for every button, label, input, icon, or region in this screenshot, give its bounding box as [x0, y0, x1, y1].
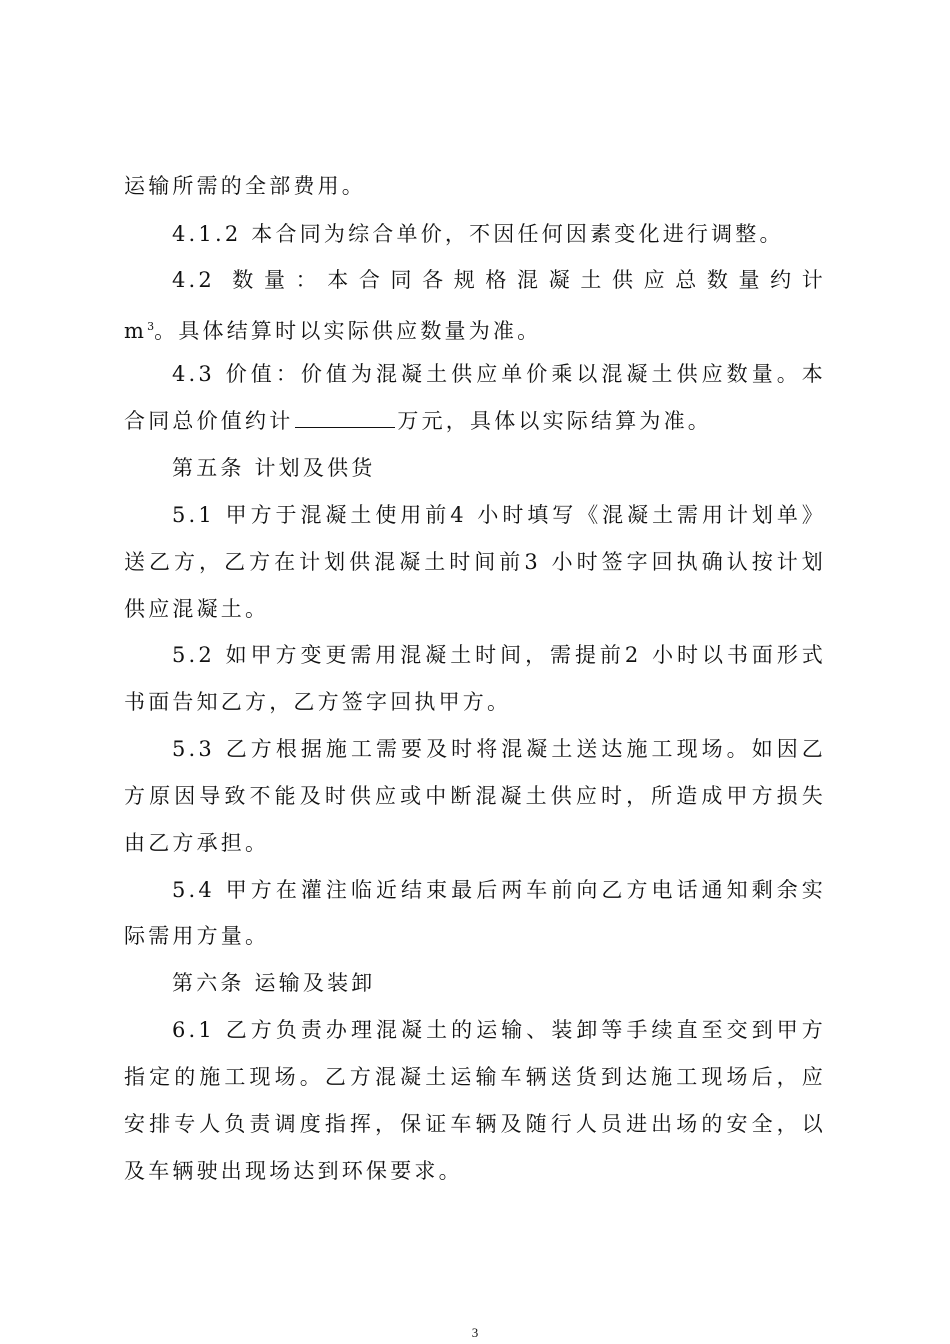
article-6-heading: 第六条 运输及装卸 — [172, 971, 376, 995]
article-5-heading: 第五条 计划及供货 — [172, 456, 376, 480]
text-line: 供应混凝土。 — [124, 597, 270, 621]
text-line: 送乙方，乙方在计划供混凝土时间前3 小时签字回执确认按计划 — [124, 550, 826, 574]
clause-4-1-2: 4.1.2 本合同为综合单价，不因任何因素变化进行调整。 — [172, 222, 784, 246]
text-line: 及车辆驶出现场达到环保要求。 — [124, 1159, 463, 1183]
page-number: 3 — [471, 1325, 479, 1340]
clause-5-4: 5.4 甲方在灌注临近结束最后两车前向乙方电话通知剩余实 — [172, 878, 826, 902]
unit-m: m — [124, 319, 148, 343]
text-line: 运输所需的全部费用。 — [124, 174, 366, 198]
clause-5-2: 5.2 如甲方变更需用混凝土时间，需提前2 小时以书面形式 — [172, 643, 826, 667]
text-line: 方原因导致不能及时供应或中断混凝土供应时，所造成甲方损失 — [124, 784, 826, 808]
text-line: 安排专人负责调度指挥，保证车辆及随行人员进出场的安全，以 — [124, 1112, 826, 1136]
text-line — [124, 407, 826, 435]
text-line: 书面告知乙方，乙方签字回执甲方。 — [124, 690, 512, 714]
text-line — [124, 313, 826, 341]
text-segment: 万元，具体以实际结算为准。 — [397, 409, 713, 433]
text-line: 指定的施工现场。乙方混凝土运输车辆送货到达施工现场后，应 — [124, 1065, 826, 1089]
clause-5-3: 5.3 乙方根据施工需要及时将混凝土送达施工现场。如因乙 — [172, 737, 826, 761]
clause-4-3: 4.3 价值：价值为混凝土供应单价乘以混凝土供应数量。本 — [172, 362, 826, 386]
clause-5-1: 5.1 甲方于混凝土使用前4 小时填写《混凝土需用计划单》 — [172, 503, 826, 527]
text-line: 际需用方量。 — [124, 924, 270, 948]
fill-in-blank — [295, 407, 395, 428]
text-segment: 合同总价值约计 — [124, 409, 294, 433]
unit-superscript: 3 — [147, 320, 155, 333]
clause-6-1: 6.1 乙方负责办理混凝土的运输、装卸等手续直至交到甲方 — [172, 1018, 826, 1042]
text-line: 由乙方承担。 — [124, 831, 270, 855]
clause-4-2: 4.2 数量：本合同各规格混凝土供应总数量约计 — [172, 268, 826, 292]
text-segment: 。具体结算时以实际供应数量为准。 — [154, 319, 542, 343]
